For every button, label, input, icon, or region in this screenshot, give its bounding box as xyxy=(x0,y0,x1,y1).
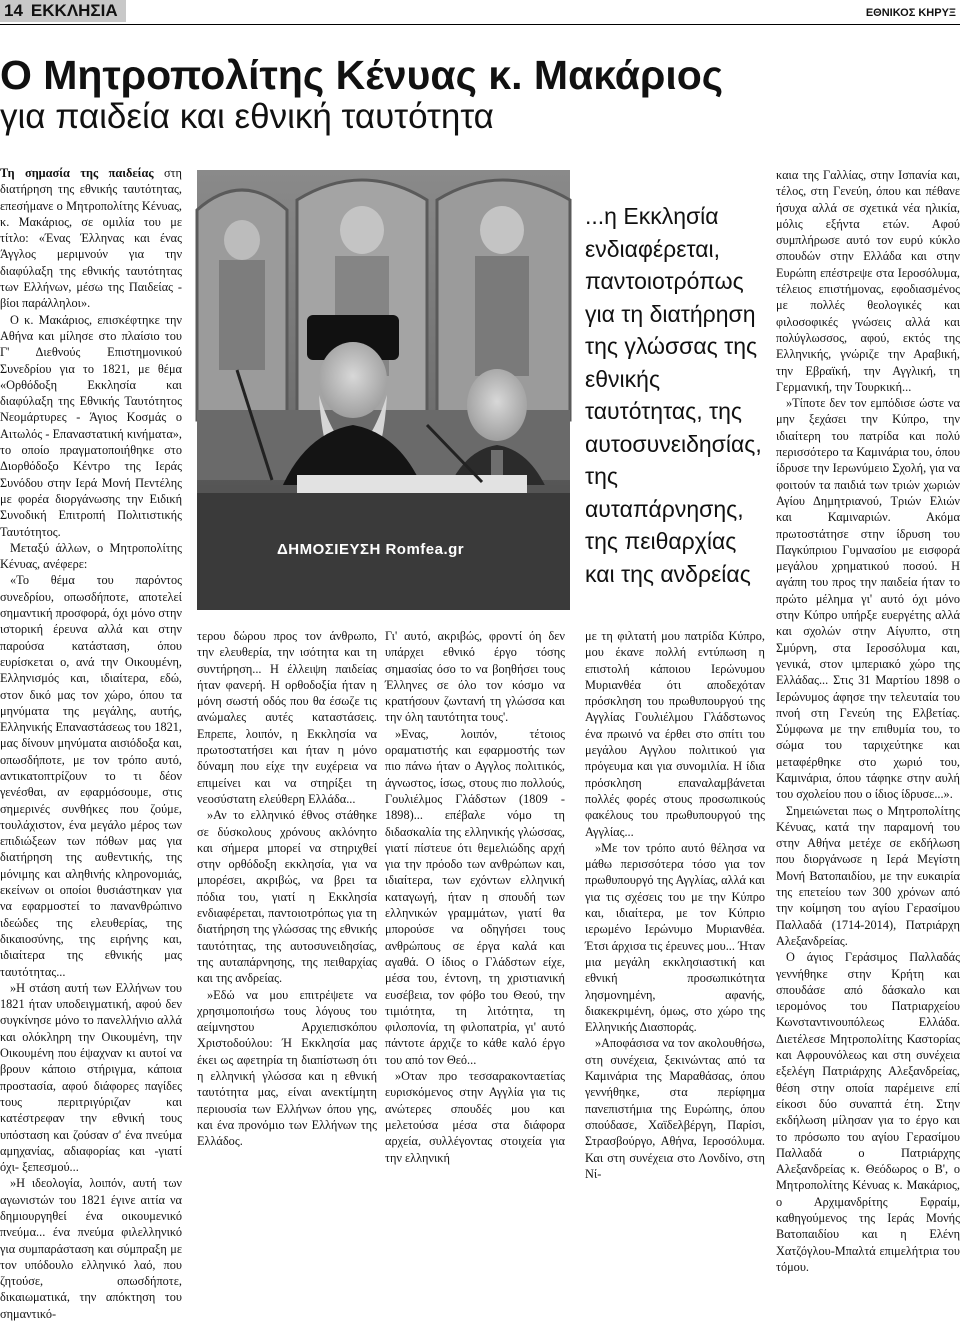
pull-quote-line: ταυτότητας, της xyxy=(585,398,742,424)
pull-quote-line: αυταπάρνησης, xyxy=(585,495,744,522)
lead-bold: Τη σημασία της παιδείας xyxy=(0,166,154,180)
pull-quote-line: παντοιοτρόπως xyxy=(585,268,744,294)
page-header xyxy=(0,0,960,25)
pull-quote-line: ενδιαφέρεται, xyxy=(585,235,721,262)
lead-rest: στη διατήρηση της εθνικής ταυτότητας, επεσήμανε ο Μητροπολίτης Κένυας, κ. Μακάριος, σε ομιλία του με τίτλο: «Ένας Έλληνας και ένας Άγγλος μεριμνούν για την διαφύλαξη της εθνικής ταυτότητας των Ελλήνων, μέσω της Παιδείας - βίοι παράλληλοι». xyxy=(0,166,182,311)
paragraph: Μεταξύ άλλων, ο Μητροπολίτης Κένυας, ανέφερε: xyxy=(0,540,182,572)
article-photo xyxy=(197,170,570,610)
paragraph: »Αποφάσισα να τον ακολουθήσω, στη συνέχεια, ξεκινώντας από τα Καμινάρια της Μαραθάσας, όπου γεννήθηκε, στα περίφημα πανεπιστήμια της Ευρώπης, όπου σπούδασε, Χαϊδελβέργη, Παρίσι, Στρασβούργο, Αθήνα, Ιεροσόλυμα. Και στη συνέχεια στο Λονδίνο, στη Νί- xyxy=(585,1036,765,1181)
paragraph: »Η στάση αυτή των Ελλήνων του 1821 ήταν υποδειγματική, αφού δεν συγκίνησε μόνο το πανελλήνιο αλλά και ολόκληρη την Οικουμένη, την Οικουμένη που έψαχναν κι αυτοί να βρουν κάποιο στήριγμα, κάποια προστασία, αφού διάφορες παγίδες τους περιτριγύριζαν και κατέστρεφαν την εθνική τους υπόσταση και ζούσαν σ' ένα πνεύμα αμηχανίας, αδιαφορίας και -γιατί όχι- ξεπεσμού... xyxy=(0,980,182,1175)
photo-credit: ΔΗΜΟΣΙΕΥΣΗ Romfea.gr xyxy=(277,541,465,558)
page-number: 14 xyxy=(4,1,23,20)
article-column-4 xyxy=(585,628,765,1181)
pull-quote-line: ...η Εκκλησία xyxy=(585,203,719,229)
section-label xyxy=(0,0,126,22)
headline-title: Ο Μητροπολίτης Κένυας κ. Μακάριος xyxy=(0,52,724,98)
section-name: ΕΚΚΛΗΣΙΑ xyxy=(30,1,118,20)
paragraph: με τη φιλτατή μου πατρίδα Κύπρο, μου έκανε πολλή εντύπωση η επιστολή κάποιου Ιερώνυμου Μυριανθέα ότι αποδεχόταν πρόσκληση του πρωθυπουργού της Αγγλίας Γουλιέλμου Γλάδστωνος ένα πρωινό να έρθει στο σπίτι του μεγάλου Αγγλου πολιτικού για πρόγευμα και για συνομιλία. Η ίδια πρόσκληση επαναλαμβάνεται πολλές φορές στους προσωπικούς φακέλους του πρωθυπουργού της Αγγλίας... xyxy=(585,629,765,839)
article-column-5 xyxy=(776,167,960,1274)
headline-subtitle: για παιδεία και εθνική ταυτότητα xyxy=(0,97,494,136)
paragraph: »Η ιδεολογία, λοιπόν, αυτή των αγωνιστών του 1821 έγινε αιτία να δημιουργηθεί ένα οικουμενικό πνεύμα... ένα πνεύμα φιλελληνικό για συμπαράσταση και σύμπραξη με τον υπόδουλο ελληνικό λαό, που ζητούσε, οπωσδήποτε, δικαιωματικά, την απόκτηση του σημαντικό- xyxy=(0,1176,182,1321)
pull-quote-line: εθνικής xyxy=(585,365,661,392)
article-column-3 xyxy=(385,628,565,1165)
paragraph: Ο κ. Μακάριος, επισκέφτηκε την Αθήνα και μίλησε στο πλαίσιο του Γ' Διεθνούς Επιστημονικού Συνεδρίου για το 1821, με θέμα «Ορθόδοξη Εκκλησία και διαφύλαξη της Εθνικής Ταυτότητος Νεομάρτυρες - Άγιος Κοσμάς ο Αιτωλός - Επαναστατική κινήματα», το οποίο πραγματοποιήθηκε στο Διορθόδοξο Κέντρο της Ιεράς Συνόδου στην Ιερά Μονή Πεντέλης με φορέα διοργάνωσης την Ειδική Συνοδική Επιτροπή Πολιτιστικής Ταυτότητος. xyxy=(0,312,182,539)
paragraph: Γι' αυτό, ακριβώς, φροντί όη δεν υπάρχει εθνικό έργο τόσης σημασίας όσο το να βοηθήσει τους Έλληνες σε όλο τον κόσμο να κρατήσουν ζωντανή τη γλώσσα και την όλη ταυτότητα τους'. xyxy=(385,629,565,725)
paragraph: »Ενας, λοιπόν, τέτοιος οραματιστής και εφαρμοστής των πιο πάνω ήταν ο Αγγλος πολιτικός, άγνωστος, ίσως, στους πιο πολλούς, Γουλιέλμος Γλάδστων (1809 - 1898)... επέβαλε νόμο τη διδασκαλία της ελληνικής γλώσσας, γιατί πίστευε ότι θεμελιώδης αρχή για την πρόοδο των ανθρώπων και, ιδιαίτερα, των εχόντων ελληνική καταγωγή, ήταν η σπουδή των ελληνικών γραμμάτων, γιατί θα μπορούσε να οδηγήσει τους ανθρώπους σε έργα καλά και αγαθά. Ο ίδιος ο Γλάδστων είχε, μέσα του, έντονη, τη χριστιανική ευσέβεια, τον φόβο του Θεού, την τιμιότητα, τη λιτότητα, τη φιλοπονία, τη φιλοπατρία, γι' αυτό πάντοτε άρχιζε το κάθε καλό έργο του από τον Θεό... xyxy=(385,726,565,1067)
paragraph: »Με τον τρόπο αυτό θέλησα να μάθω περισσότερα τόσο για τον πρωθυπουργό της Αγγλίας, αλλά και για τις σχέσεις του με την Κύπρο και, ιδιαίτερα, με τον Κύπριο ιερωμένο Ιερώνυμο Μυριανθέα. Έτσι άρχισα τις έρευνες μου... Ήταν μια μεγάλη εκκλησιαστική και εθνική προσωπικότητα λησμονημένη, αφανής, διακεκριμένη, όμως, στο χώρο της Ελληνικής Διασποράς. xyxy=(585,840,765,1035)
paragraph: Σημειώνεται πως ο Μητροπολίτης Κένυας, κατά την παραμονή του στην Αθήνα μετέχε σε εκδήλωση που διοργάνωσε η Ιερά Μεγίστη Μονή Βατοπαιδίου, με την ευκαιρία της επετείου των 300 χρόνων από την κοίμηση του αγίου Γερασίμου Παλλαδά (1714-2014), Πατριάρχη Αλεξανδρείας. xyxy=(776,803,960,948)
pull-quote xyxy=(585,200,770,590)
lead-paragraph xyxy=(0,165,182,312)
pull-quote-line: της γλώσσας της xyxy=(585,333,758,359)
paragraph: »Αν το ελληνικό έθνος στάθηκε σε δύσκολους χρόνους ακλόνητο και σήμερα μπορεί να στηριχθεί στην ορθόδοξη εκκλησία, για να μπορέσει, ακριβώς, να βρει τα πόδια του, γιατί η Εκκλησία ενδιαφέρεται, παντοιοτρόπως για τη διατήρηση της γλώσσας της εθνικής ταυτότητας, της αυτοσυνειδησίας, της αυταπάρνησης, της πειθαρχίας και της ανδρείας. xyxy=(197,808,377,986)
pull-quote-line: και της ανδρείας xyxy=(585,560,751,587)
pull-quote-line: για τη διατήρηση xyxy=(585,300,756,327)
pull-quote-line: αυτοσυνειδησίας, xyxy=(585,430,762,457)
paragraph: τερου δώρου προς τον άνθρωπο, την ελευθερία, την ισότητα και τη συντήρηση... Η έλλειψη παιδείας ήταν φανερή. Η ορθοδοξία ήταν η μόνη σωστή οδός που θα έσωζε τις ανώμαλες αυτές καταστάσεις. Επρεπε, λοιπόν, η Εκκλησία να πρωτοστατήσει και ήταν η μόνο δύναμη που είχε την ευχέρεια να επιμείνει και να στηρίξει τη νεοσύστατη ελεύθερη Ελλάδα... xyxy=(197,629,377,806)
paragraph: καια της Γαλλίας, στην Ισπανία και, τέλος, στη Γενεύη, όπου και πέθανε ήσυχα αλλά σε σχετικά νέα ηλικία, μόλις εξήντα ετών. Αφού συμπλήρωσε αυτό τον ευρύ κύκλο σπουδών στην Ελλάδα και στην Ευρώπη επέστρεψε στα Ιεροσόλυμα, τέλειος επιστήμονας, εφοδιασμένος με πολλές θεολογικές και φιλοσοφικές γνώσεις αλλά και πολύγλωσσος, αφού, εκτός της Ελληνικής, γνώριζε την Αραβική, την Εβραϊκή, την Αγγλική, τη Γερμανική, την Τουρκική... xyxy=(776,168,960,394)
paragraph: »Εδώ να μου επιτρέψετε να χρησιμοποιήσω τους λόγους του αείμνηστου Αρχιεπισκόπου Χριστοδούλου: Ή Εκκλησία μας έκει ως αφετηρία τη διαπίστωση ότι η ελληνική γλώσσα και η εθνική ταυτότητα μας, είναι ανεκτίμητη περιουσία των Ελλήνων όπου γης, και ένα προνόμιο των Ελλήνων της Ελλάδος. xyxy=(197,987,377,1149)
article-column-1 xyxy=(0,165,182,1321)
article-column-2 xyxy=(197,628,377,1149)
paragraph: »Οταν προ τεσσαρακονταετίας ευρισκόμενος στην Αγγλία για τις ανώτερες σπουδές μου και μελετούσα μέσα στα διάφορα αρχεία, συλλέγοντας στοιχεία για την ελληνική xyxy=(385,1069,565,1165)
paragraph: Ο άγιος Γεράσιμος Παλλαδάς γεννήθηκε στην Κρήτη και σπουδάσε από δάσκαλο και ιερομόνος του Πατριαρχείου Κωνσταντινουπόλεως Ελλάδα. Διετέλεσε Μητροπολίτης Καστορίας και Αφρουνόλεως και στη συνέχεια εξελέγη Πατριάρχης Αλεξανδρείας, θέση στην οποία παρέμεινε επί είκοσι δύο συναπτά έτη. Στην εκδήλωση μίλησαν για το έργο και το πρόσωπο του αγίου Γερασίμου Παλλαδά ο Πατριάρχης Αλεξανδρείας κ. Θεόδωρος ο Β', ο Μητροπολίτης Κένυας κ. Μακάριος, ο Αρχιμανδρίτης Εφραίμ, καθηγούμενος της Ιεράς Μονής Βατοπαιδίου και η Ελένη Χατζόγλου-Μπαλτά επιμελήτρια του τόμου. xyxy=(776,950,960,1274)
publication-name: ΕΘΝΙΚΟΣ ΚΗΡΥΞ xyxy=(865,7,956,19)
pull-quote-line: της πειθαρχίας xyxy=(585,528,737,554)
paragraph: «Το θέμα του παρόντος συνεδρίου, οπωσδήποτε, αποτελεί σημαντική προσφορά, όχι μόνο στην ιστορική έρευνα αλλά και στην παρούσα κατάσταση, όπου ευρίσκεται ο, ανά την Οικουμένη, Ελληνισμός και, ιδιαίτερα, εδώ, στον δικό μας τον χώρο, όπου τα μηνύματα της μεγάλης, αυτής, Ελληνικής Επαναστάσεως του 1821, μας δίνουν μηνύματα αισιόδοξα και, οπωσδήποτε, με τον τρόπο αυτό, αντικατοπτρίζουν το τι δέον γενέσθαι, αν εφαρμόσουμε, στις σημερινές συνθήκες που ζούμε, τουλάχιστον, ένα μεγάλο μέρος των επιδιώξεων των πόθων μας για διατήρηση της αυθεντικής, της μόνιμης και αληθινής κληρονομιάς, εκείνων οι οποίοι θυσιάστηκαν για να εφαρμοστεί το πανανθρώπινο ιδεώδες της ελευθερίας, της δικαιοσύνης, της ειρήνης και, ιδιαίτερα της εθνικής μας ταυτότητας... xyxy=(0,573,182,979)
paragraph: »Τίποτε δεν τον εμπόδισε ώστε να μην ξεχάσει την Κύπρο, την ιδιαίτερη του πατρίδα και πολύ περισσότερο τα Καμινάρια του, όπου ίδρυσε την Ιερωνύμειο Σχολή, για να φοιτούν τα παιδιά των τριών χωριών Αγίου Δημητριανού, Τριών Ελιών και Καμιναριών. Ακόμα πρωτοστάτησε στην ίδρυση του Παγκύπριου Γυμνασίου με εισφορά μεγάλου χρηματικού ποσού. Η αγάπη του προς την παιδεία ήταν το πρώτο μέλημα γι' αυτό όχι μόνο στην Κύπρο υπήρξε ευεργέτης αλλά και σχολών στην Αίγυπτο, στη Σμύρνη, στα Ιεροσόλυμα και, γενικά, στον ιμπεριακό χώρο της Ελλάδας... Στις 31 Μαρτίου 1898 ο Ιερώνυμος άφησε την τελευταία του πνοή στη Γενεύη της Ελβετίας. Σύμφωνα με την επιθυμία του, το σώμα του ταριχεύτηκε και μεταφέρθηκε στο χωριό του, Καμινάρια, όπου τάφηκε στην αυλή του σχολείου που ο ίδιος ίδρυσε...». xyxy=(776,396,960,802)
pull-quote-line: της xyxy=(585,463,618,489)
